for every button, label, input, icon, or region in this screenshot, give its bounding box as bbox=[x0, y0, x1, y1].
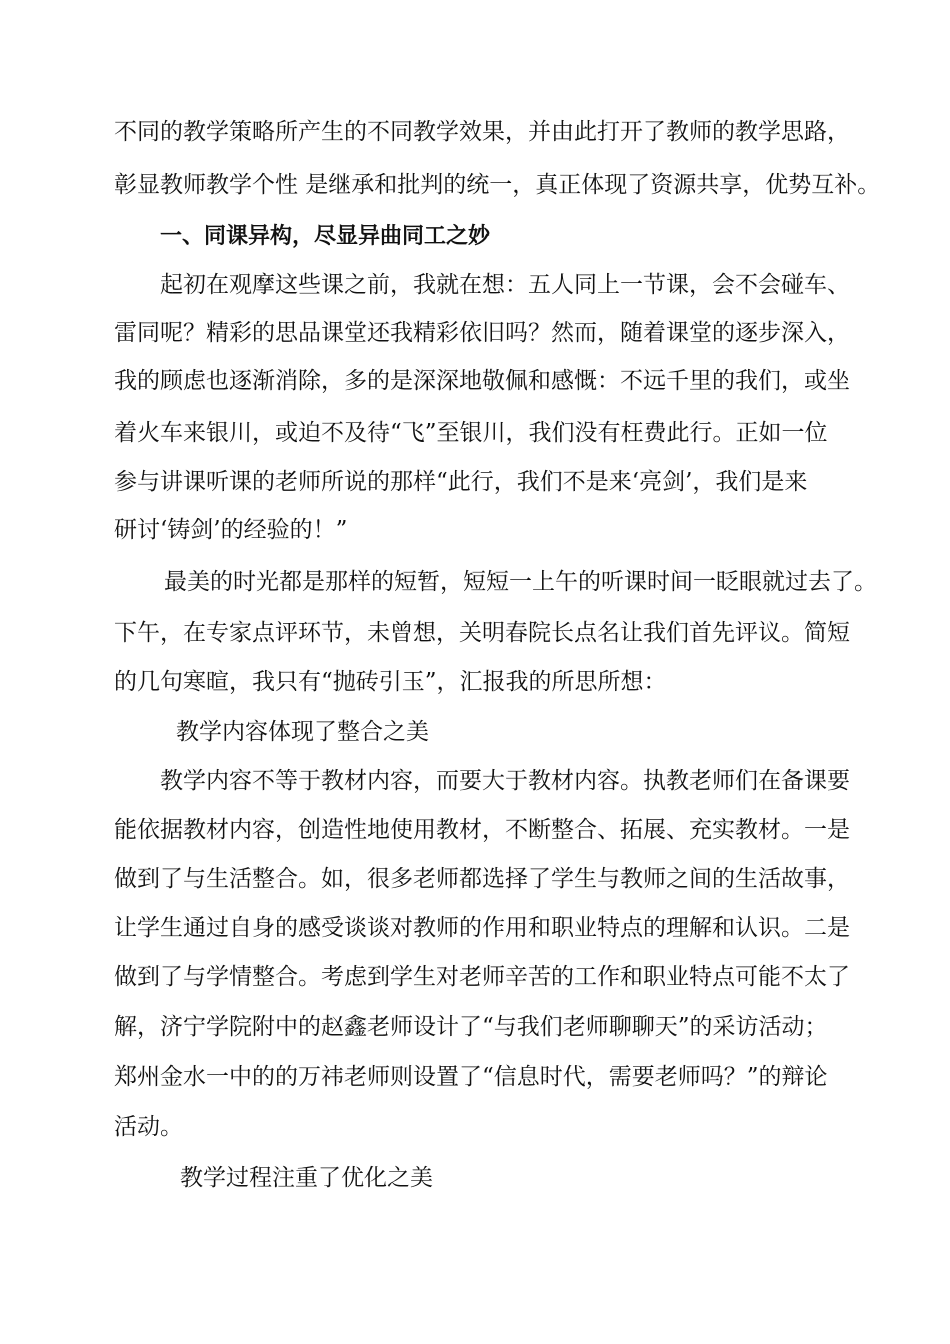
text-line: 参与讲课听课的老师所说的那样“此行，我们不是来‘亮剑’，我们是来 bbox=[114, 469, 808, 495]
text-line: 不同的教学策略所产生的不同教学效果，并由此打开了教师的教学思路， bbox=[114, 119, 850, 145]
text-line: 郑州金水一中的的万祎老师则设置了“信息时代，需要老师吗？”的辩论 bbox=[114, 1064, 828, 1090]
text-line: 我的顾虑也逐渐消除，多的是深深地敬佩和感慨：不远千里的我们，或坐 bbox=[114, 368, 850, 394]
subheading: 教学过程注重了优化之美 bbox=[180, 1165, 433, 1191]
text-line: 教学内容不等于教材内容，而要大于教材内容。执教老师们在备课要 bbox=[160, 768, 850, 794]
text-line: 雷同呢？精彩的思品课堂还我精彩依旧吗？然而，随着课堂的逐步深入， bbox=[114, 320, 850, 346]
text-line: 做到了与学情整合。考虑到学生对老师辛苦的工作和职业特点可能不太了 bbox=[114, 964, 850, 990]
text-line: 下午，在专家点评环节，未曾想，关明春院长点名让我们首先评议。简短 bbox=[114, 620, 850, 646]
section-heading: 一、同课异构，尽显异曲同工之妙 bbox=[160, 224, 491, 249]
text-line: 着火车来银川，或迫不及待“飞”至银川，我们没有枉费此行。正如一位 bbox=[114, 420, 828, 446]
subheading: 教学内容体现了整合之美 bbox=[176, 719, 429, 745]
text-line: 让学生通过自身的感受谈谈对教师的作用和职业特点的理解和认识。二是 bbox=[114, 915, 850, 941]
text-line: 研讨‘铸剑’的经验的！” bbox=[114, 517, 348, 543]
text-line: 彰显教师教学个性 是继承和批判的统一，真正体现了资源共享，优势互补。 bbox=[114, 172, 881, 198]
text-line: 解，济宁学院附中的赵鑫老师设计了“与我们老师聊聊天”的采访活动； bbox=[114, 1014, 828, 1040]
text-line: 活动。 bbox=[114, 1114, 183, 1140]
text-line: 起初在观摩这些课之前，我就在想：五人同上一节课，会不会碰车、 bbox=[160, 272, 850, 298]
text-line: 做到了与生活整合。如，很多老师都选择了学生与教师之间的生活故事， bbox=[114, 866, 850, 892]
text-line: 的几句寒暄，我只有“抛砖引玉”，汇报我的所思所想： bbox=[114, 669, 667, 695]
text-line: 最美的时光都是那样的短暂，短短一上午的听课时间一眨眼就过去了。 bbox=[164, 569, 877, 595]
text-line: 能依据教材内容，创造性地使用教材，不断整合、拓展、充实教材。一是 bbox=[114, 817, 850, 843]
